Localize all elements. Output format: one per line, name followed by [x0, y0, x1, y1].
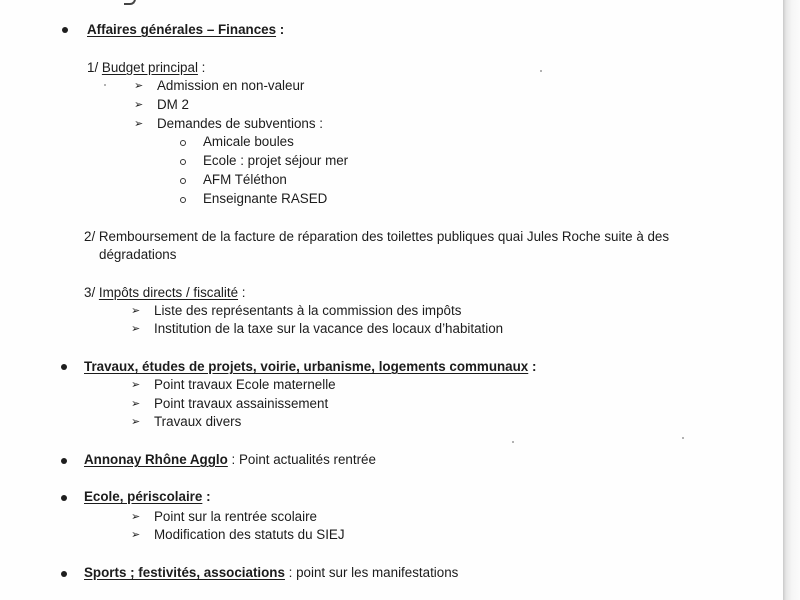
- arrow-bullet-icon: ➢: [131, 379, 141, 391]
- list-item: Liste des représentants à la commission des impôts: [154, 303, 462, 318]
- section-title-suffix: :: [202, 489, 211, 504]
- list-item: Travaux divers: [154, 414, 242, 429]
- paragraph-remboursement-line-2: dégradations: [99, 247, 177, 262]
- list-item: DM 2: [157, 97, 189, 112]
- section-title: Annonay Rhône Agglo: [84, 452, 228, 467]
- arrow-bullet-icon: ➢: [131, 305, 141, 317]
- subsection-title: Budget principal: [101, 60, 198, 75]
- bullet-icon: [61, 458, 67, 464]
- subsection-number: 1/: [87, 60, 102, 75]
- hollow-bullet-icon: [180, 140, 186, 146]
- section-title: Ecole, périscolaire: [84, 489, 203, 504]
- section-heading-sports: [84, 565, 458, 581]
- arrow-bullet-icon: ➢: [131, 529, 141, 541]
- section-heading-ecole: [84, 489, 211, 505]
- list-item: Institution de la taxe sur la vacance des locaux d’habitation: [154, 321, 504, 336]
- hollow-bullet-icon: [180, 197, 186, 203]
- section-heading-finances: [87, 22, 284, 38]
- list-item: Admission en non-valeur: [157, 78, 305, 93]
- sub-list-item: AFM Téléthon: [203, 172, 287, 187]
- section-title: Affaires générales – Finances: [87, 22, 277, 37]
- subsection-suffix: :: [197, 60, 206, 75]
- cropped-letter-fragment: [124, 0, 136, 5]
- sub-list-item: Enseignante RASED: [203, 191, 328, 206]
- subsection-heading-budget: [87, 60, 205, 76]
- subsection-suffix: :: [238, 285, 246, 300]
- bullet-icon: [61, 495, 67, 501]
- scan-speck: [104, 84, 106, 86]
- section-title-suffix: : Point actualités rentrée: [227, 452, 376, 467]
- subsection-number: 3/: [84, 285, 99, 300]
- arrow-bullet-icon: ➢: [131, 323, 141, 335]
- arrow-bullet-icon: ➢: [131, 416, 141, 428]
- sub-list-item: Amicale boules: [203, 134, 294, 149]
- list-item: Point travaux assainissement: [154, 396, 329, 411]
- section-heading-travaux: [84, 359, 536, 375]
- subsection-heading-impots: [84, 285, 246, 301]
- arrow-bullet-icon: ➢: [134, 118, 144, 130]
- hollow-bullet-icon: [180, 159, 186, 165]
- section-title-suffix: :: [528, 359, 537, 374]
- arrow-bullet-icon: ➢: [131, 398, 141, 410]
- hollow-bullet-icon: [180, 178, 186, 184]
- section-title: Sports ; festivités, associations: [84, 565, 285, 580]
- list-item: Point travaux Ecole maternelle: [154, 377, 336, 392]
- bullet-icon: [62, 27, 68, 33]
- scan-speck: [512, 441, 514, 443]
- scan-speck: [682, 437, 684, 439]
- list-item: Demandes de subventions :: [157, 116, 323, 131]
- sub-list-item: Ecole : projet séjour mer: [203, 153, 349, 168]
- list-item: Modification des statuts du SIEJ: [154, 527, 345, 542]
- subsection-title: Impôts directs / fiscalité: [98, 285, 239, 300]
- scan-speck: [540, 70, 542, 72]
- arrow-bullet-icon: ➢: [134, 80, 144, 92]
- list-item: Point sur la rentrée scolaire: [154, 509, 317, 524]
- section-title: Travaux, études de projets, voirie, urbanisme, logements communaux: [84, 359, 529, 374]
- paragraph-remboursement-line-1: 2/ Remboursement de la facture de réparation des toilettes publiques quai Jules Roche suite à des: [84, 229, 670, 244]
- section-heading-annonay: [84, 452, 376, 468]
- arrow-bullet-icon: ➢: [131, 511, 141, 523]
- section-title-suffix: : point sur les manifestations: [284, 565, 459, 580]
- bullet-icon: [61, 571, 67, 577]
- page-edge-shadow: [783, 0, 800, 600]
- section-title-suffix: :: [276, 22, 285, 37]
- arrow-bullet-icon: ➢: [134, 99, 144, 111]
- bullet-icon: [61, 364, 67, 370]
